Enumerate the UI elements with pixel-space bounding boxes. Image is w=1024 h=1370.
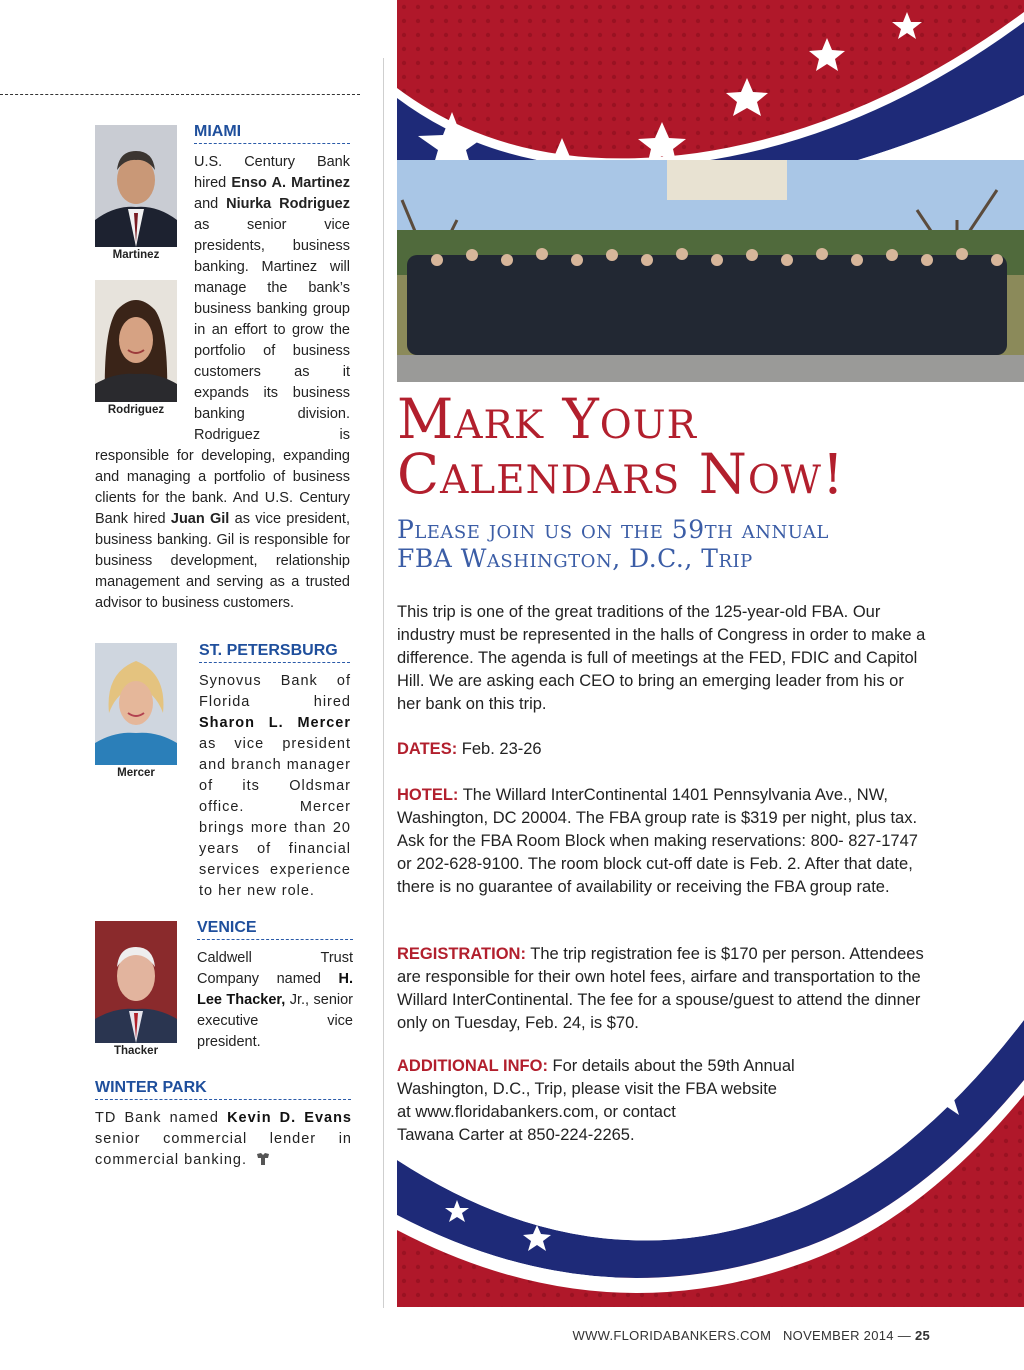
additional-line-3: at www.floridabankers.com, or contact [397, 1103, 676, 1121]
photo-mercer [95, 643, 177, 765]
heading-winter-park: WINTER PARK [95, 1079, 351, 1100]
dates-label: DATES: [397, 740, 458, 758]
winterpark-lead: TD Bank named [95, 1110, 228, 1126]
miami-flow [95, 152, 350, 614]
dates-paragraph [397, 738, 957, 761]
heading-venice: VENICE [197, 919, 353, 940]
dates-text: Feb. 23-26 [457, 740, 542, 758]
additional-line-1: For details about the 59th Annual [547, 1057, 795, 1075]
column-divider [383, 58, 384, 1308]
miami-name-2: Niurka Rodriguez [226, 196, 350, 212]
name-kevin-evans: Kevin D. Evans [227, 1110, 352, 1126]
winterpark-paragraph [95, 1108, 352, 1171]
subhead-line-2: FBA Washington, D.C., Trip [397, 544, 753, 573]
top-dashed-rule [0, 94, 360, 95]
hotel-text: The Willard InterContinental 1401 Pennsylvania Ave., NW, Washington, DC 20004. The FBA group rate is $319 per night, plus tax. Ask for the FBA Room Block when making reservations: 800- 827-1747 or 202-628-9100. The room block cut-off date is Feb. 2. After that date, there is no guarantee of availability or receiving the FBA group rate. [397, 786, 918, 896]
additional-line-4: Tawana Carter at 850-224-2265. [397, 1126, 635, 1144]
group-photo [397, 160, 1024, 382]
event-panel [397, 0, 1024, 1307]
name-lee-thacker: H. Lee Thacker, [197, 971, 353, 1008]
footer-page-number: 25 [914, 1328, 930, 1343]
registration-label: REGISTRATION: [397, 945, 526, 963]
stpete-body: as vice president and branch manager of its Oldsmar office. Mercer brings more than 20 years of financial services experience to her new role. [199, 736, 351, 899]
venice-paragraph [197, 948, 353, 1053]
headline-line-2: Calendars Now! [397, 442, 846, 506]
miami-photo-spacer [95, 152, 194, 442]
stpete-paragraph [199, 671, 351, 902]
heading-miami: MIAMI [194, 123, 350, 144]
caption-mercer: Mercer [117, 767, 155, 779]
miami-body-1: as senior vice presidents, business banking. Martinez will manage the bank’s business banking group in an effort to grow the portfolio of business customers as it expands its business banking division. Rodriguez is responsible for developing, expanding and managing a portfolio of business clients for the bank. And U.S. Century Bank hired [95, 217, 350, 527]
venice-lead: Caldwell Trust Company named [197, 950, 353, 987]
miami-body-2: as vice president, business banking. Gil is responsible for business development, relationship management and serving as a trusted advisor to business customers. [95, 511, 350, 611]
additional-label: ADDITIONAL INFO: [397, 1057, 548, 1075]
page-footer [573, 1328, 931, 1343]
additional-paragraph [397, 1055, 957, 1147]
shield-end-icon [256, 1152, 270, 1166]
name-sharon-mercer: Sharon L. Mercer [199, 715, 351, 731]
miami-and-text: and [194, 196, 227, 212]
subhead [397, 515, 1017, 573]
additional-line-2: Washington, D.C., Trip, please visit the FBA website [397, 1080, 777, 1098]
registration-text: The trip registration fee is $170 per person. Attendees are responsible for their own hotel fees, airfare and transportation to the Willard InterContinental. The fee for a spouse/guest to attend the dinner only on Tuesday, Feb. 24, is $70. [397, 945, 924, 1032]
subhead-line-1: Please join us on the 59th annual [397, 515, 829, 544]
footer-issue: NOVEMBER 2014 [782, 1328, 894, 1343]
footer-separator: — [893, 1328, 915, 1343]
caption-thacker: Thacker [113, 1045, 159, 1057]
winterpark-body: senior commercial lender in commercial banking. [95, 1131, 352, 1168]
headline-line-1: Mark Your [397, 387, 697, 451]
headline [397, 387, 1017, 506]
registration-paragraph [397, 943, 942, 1035]
caption-rodriguez: Rodriguez [107, 404, 165, 416]
heading-st-petersburg: ST. PETERSBURG [199, 642, 350, 663]
footer-site: WWW.FLORIDABANKERS.COM [572, 1328, 772, 1343]
venice-body: Jr., senior executive vice president. [197, 992, 354, 1050]
miami-lead-text: U.S. Century Bank hired [194, 154, 350, 191]
miami-name-3: Juan Gil [170, 511, 230, 527]
intro-paragraph: This trip is one of the great traditions of the 125-year-old FBA. Our industry must be represented in the halls of Congress in order to make a difference. The agenda is full of meetings at the FED, FDIC and Capitol Hill. We are asking each CEO to bring an emerging leader from his or her bank on this trip. [397, 603, 926, 713]
miami-name-1: Enso A. Martinez [231, 175, 350, 191]
stpete-lead: Synovus Bank of Florida hired [199, 673, 351, 710]
photo-thacker [95, 921, 177, 1043]
caption-martinez: Martinez [112, 249, 160, 261]
hotel-paragraph [397, 784, 929, 899]
hotel-label: HOTEL: [397, 786, 459, 804]
